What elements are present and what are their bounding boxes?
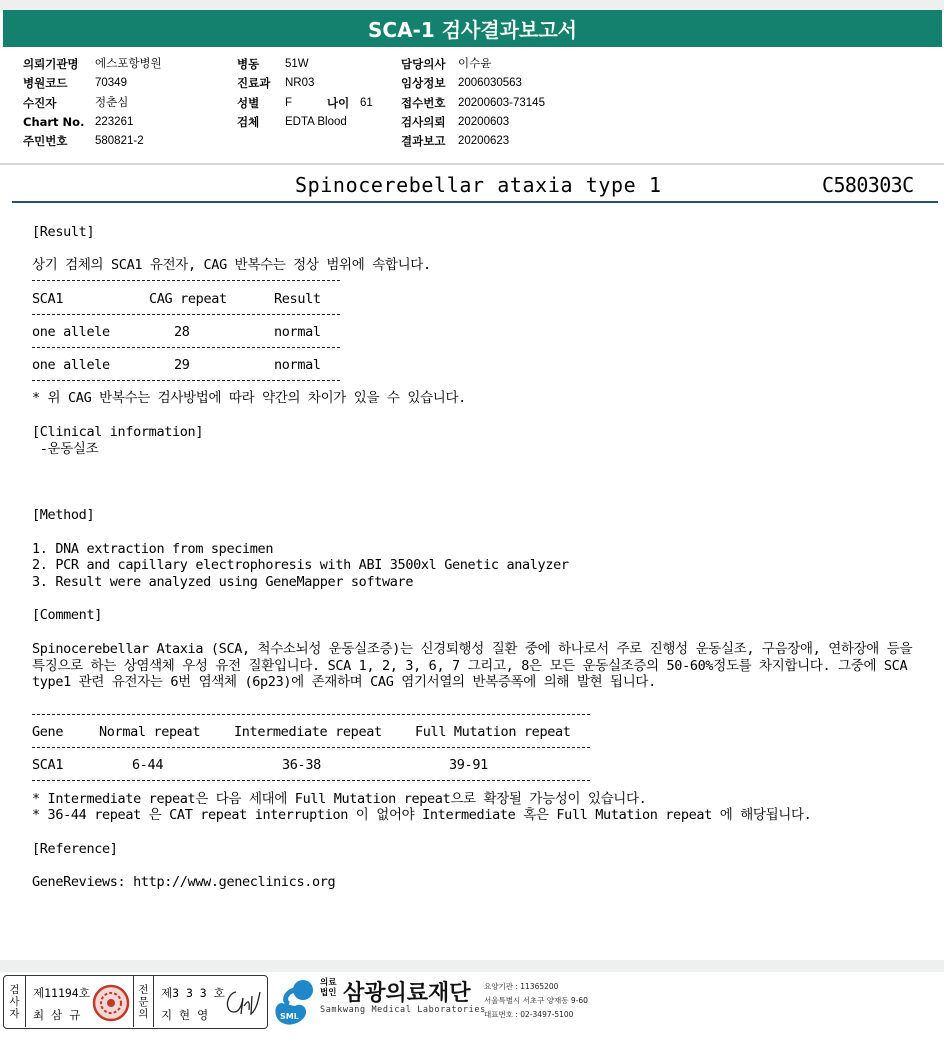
info-row-institution: [23, 55, 162, 74]
footer-strip: [0, 960, 944, 972]
info-label: 병원코드: [23, 76, 68, 91]
range-row-gene: SCA1: [32, 757, 64, 773]
info-label: 임상정보: [401, 76, 446, 91]
info-row-specimen: [237, 113, 373, 132]
info-label-age: 나이: [327, 95, 350, 110]
info-value: 20200603: [458, 115, 510, 128]
result-heading: [Result]: [32, 224, 95, 240]
info-row-doctor: [401, 55, 545, 74]
info-value: 이수윤: [458, 58, 492, 70]
info-label: 검사의뢰: [401, 114, 446, 129]
info-value: 2006030563: [458, 77, 522, 90]
clinical-item: -운동실조: [32, 441, 99, 457]
examiner-label: [4, 976, 26, 1027]
info-row-receipt: [401, 94, 545, 113]
specialist-signature: [222, 984, 262, 1020]
result-header-result: Result: [274, 291, 321, 307]
report-title: SCA-1 검사결과보고서: [3, 10, 942, 47]
info-row-sex-age: [237, 94, 373, 113]
test-name: Spinocerebellar ataxia type 1: [295, 173, 662, 197]
table-divider: [32, 747, 590, 748]
result-row-cag: 28: [174, 324, 190, 340]
comment-paragraph: Spinocerebellar Ataxia (SCA, 척수소뇌성 운동실조증)는 신경퇴행성 질환 중에 하나로서 주로 진행성 운동실조, 구음장애, 연하장애 등을 특징으로 하는 상염색체 우성 유전 질환입니다. SCA 1, 2, 3, 6, 7 그리고, 8은 모든 운동실조증의 50-60%정도를 차지합니다. 그중에 SCA type1 관련 유전자는 6번 염색체 (6p23)에 존재하며 CAG 염기서열의 반복증폭에 의해 발현 됩니다.: [32, 641, 913, 691]
info-value-age: 61: [360, 96, 373, 109]
info-value: 51W: [285, 58, 309, 70]
info-label: 수진자: [23, 95, 57, 110]
examiner-label-char: 사: [9, 995, 20, 1008]
table-divider: [32, 380, 340, 381]
info-label: 주민번호: [23, 134, 68, 149]
info-value: 20200603-73145: [458, 96, 545, 109]
range-header-intermediate: Intermediate repeat: [234, 724, 382, 740]
specialist-label: [133, 976, 154, 1027]
sml-logo-text: SML: [280, 1012, 299, 1021]
info-value: NR03: [285, 77, 315, 90]
info-row-ward: [237, 55, 373, 74]
info-label: 검체: [237, 114, 260, 129]
result-row-result: normal: [274, 357, 321, 373]
reference-heading: [Reference]: [32, 841, 118, 857]
info-row-report: [401, 132, 545, 151]
method-heading: [Method]: [32, 507, 95, 523]
specialist-label-char: 문: [138, 995, 149, 1008]
info-label: 진료과: [237, 76, 271, 91]
info-label: 성별: [237, 95, 260, 110]
clinical-heading: [Clinical information]: [32, 424, 204, 440]
info-label: 의뢰기관명: [23, 57, 79, 71]
table-divider: [32, 347, 340, 348]
result-row-result: normal: [274, 324, 321, 340]
org-type-line: 법인: [320, 988, 337, 998]
info-label: 병동: [237, 57, 260, 71]
info-row-request: [401, 113, 545, 132]
signature-box: [3, 975, 268, 1029]
patient-info-col1: [23, 55, 162, 151]
table-divider: [32, 714, 590, 715]
range-row-intermediate: 36-38: [282, 757, 321, 773]
patient-info-col3: [401, 55, 545, 151]
table-divider: [32, 314, 340, 315]
method-step: 3. Result were analyzed using GeneMapper software: [32, 574, 414, 590]
comment-heading: [Comment]: [32, 607, 102, 623]
info-value: 70349: [95, 77, 127, 90]
examiner-name: 최 삼 규: [33, 1008, 81, 1022]
top-strip: [0, 0, 944, 10]
info-label: 결과보고: [401, 134, 446, 149]
info-value: 에스포항병원: [95, 58, 162, 70]
specialist-name: 지 현 영: [161, 1008, 209, 1022]
org-type: [320, 978, 336, 998]
info-row-resident-no: [23, 132, 162, 151]
info-value: 정춘심: [95, 96, 129, 109]
result-summary: 상기 검체의 SCA1 유전자, CAG 반복수는 정상 범위에 속합니다.: [32, 257, 431, 273]
specialist-label-char: 의: [138, 1007, 149, 1020]
method-step: 2. PCR and capillary electrophoresis with ABI 3500xl Genetic analyzer: [32, 557, 569, 573]
comment-note: * Intermediate repeat은 다음 세대에 Full Mutation repeat으로 확장될 가능성이 있습니다.: [32, 791, 647, 807]
org-phone: 대표번호 : 02-3497-5100: [484, 1010, 574, 1019]
result-row-allele: one allele: [32, 324, 110, 340]
method-step: 1. DNA extraction from specimen: [32, 541, 274, 557]
info-value: F: [285, 96, 293, 109]
examiner-label-char: 자: [9, 1007, 20, 1020]
info-label: Chart No.: [23, 114, 85, 129]
info-row-clinical: [401, 74, 545, 93]
result-row-cag: 29: [174, 357, 190, 373]
reference-text: GeneReviews: http://www.geneclinics.org: [32, 874, 336, 890]
org-type-line: 의료: [320, 978, 337, 988]
info-row-hospital-code: [23, 74, 162, 93]
info-label: 담당의사: [401, 57, 446, 71]
result-row-allele: one allele: [32, 357, 110, 373]
range-header-full: Full Mutation repeat: [415, 724, 571, 740]
info-value: 20200623: [458, 135, 510, 148]
header-divider: [0, 163, 944, 165]
table-divider: [32, 780, 590, 781]
org-code: 요양기관 : 11365200: [484, 982, 559, 991]
org-english-name: Samkwang Medical Laboratories: [320, 1005, 486, 1015]
info-row-patient: [23, 94, 162, 113]
patient-info-col2: [237, 55, 373, 132]
range-row-normal: 6-44: [132, 757, 164, 773]
examiner-seal: [92, 984, 130, 1022]
examiner-license: 제11194호: [33, 986, 90, 1000]
specialist-license: 제3 3 3 호: [161, 986, 225, 1000]
result-header-cag: CAG repeat: [149, 291, 227, 307]
table-divider: [32, 280, 340, 281]
range-header-gene: Gene: [32, 724, 64, 740]
range-row-full: 39-91: [449, 757, 488, 773]
range-header-normal: Normal repeat: [99, 724, 201, 740]
info-row-dept: [237, 74, 373, 93]
test-code: C580303C: [822, 173, 914, 197]
org-name: 삼광의료재단: [343, 981, 471, 1006]
info-row-chart: [23, 113, 162, 132]
org-address: 서울특별시 서초구 양재동 9-60: [484, 996, 588, 1005]
info-value: 223261: [95, 115, 134, 128]
info-label: 접수번호: [401, 95, 446, 110]
examiner-label-char: 검: [9, 983, 20, 996]
result-header-gene: SCA1: [32, 291, 64, 307]
info-value: 580821-2: [95, 135, 144, 148]
info-value: EDTA Blood: [285, 115, 347, 128]
result-note: * 위 CAG 반복수는 검사방법에 따라 약간의 차이가 있을 수 있습니다.: [32, 390, 466, 406]
specialist-label-char: 전: [138, 983, 149, 996]
test-title-rule: [12, 201, 938, 203]
comment-note: * 36-44 repeat 은 CAT repeat interruption 이 없어야 Intermediate 혹은 Full Mutation repeat 에 해당됩니다.: [32, 807, 812, 823]
sml-logo-icon: [271, 978, 319, 1028]
